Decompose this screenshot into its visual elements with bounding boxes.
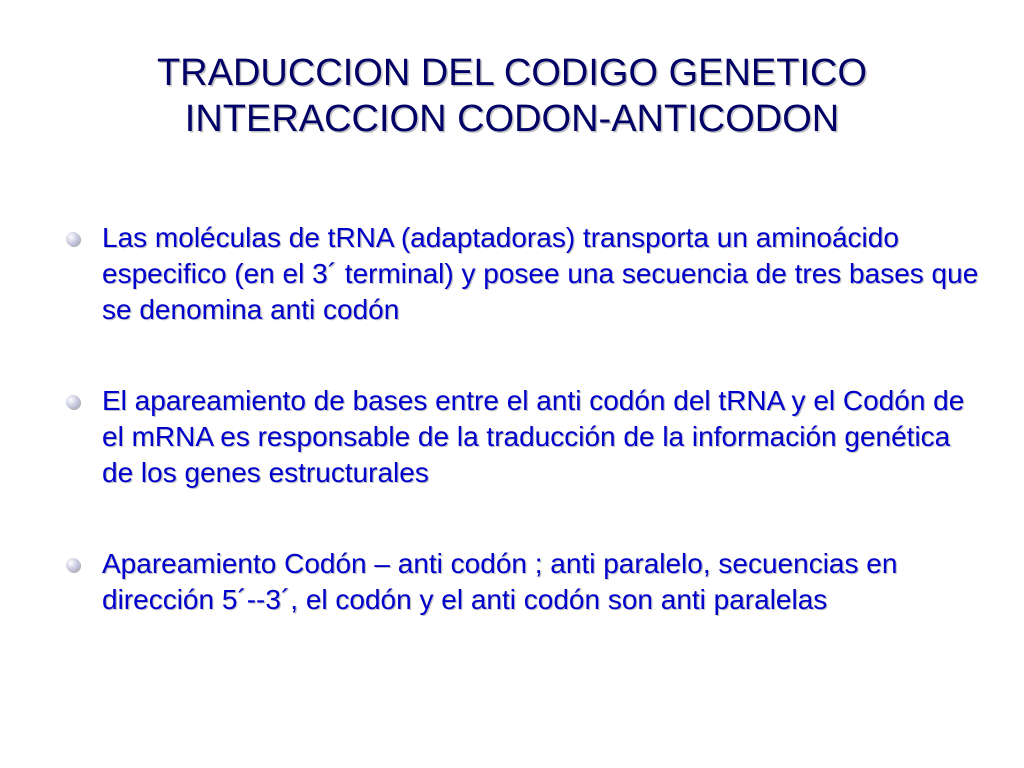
bullet-item-2: [64, 383, 984, 491]
bullet-item-3: [64, 546, 984, 618]
bullet-text-2: El apareamiento de bases entre el anti codón del tRNA y el Codón de el mRNA es responsable de la traducción de la información genética de los genes estructurales: [102, 385, 965, 488]
bullet-text-1: Las moléculas de tRNA (adaptadoras) transporta un aminoácido especifico (en el 3´ terminal) y posee una secuencia de tres bases que se denomina anti codón: [102, 222, 979, 325]
sphere-bullet-icon: [66, 232, 80, 246]
bullet-list: [64, 220, 984, 673]
title-line-2: INTERACCION CODON-ANTICODON: [184, 98, 840, 140]
bullet-item-1: [64, 220, 984, 328]
sphere-bullet-icon: [66, 558, 80, 572]
title-line-1: TRADUCCION DEL CODIGO GENETICO: [156, 52, 868, 94]
slide-title: [60, 50, 964, 142]
bullet-text-3: Apareamiento Codón – anti codón ; anti paralelo, secuencias en dirección 5´--3´, el codón y el anti codón son anti paralelas: [102, 548, 898, 615]
sphere-bullet-icon: [66, 395, 80, 409]
